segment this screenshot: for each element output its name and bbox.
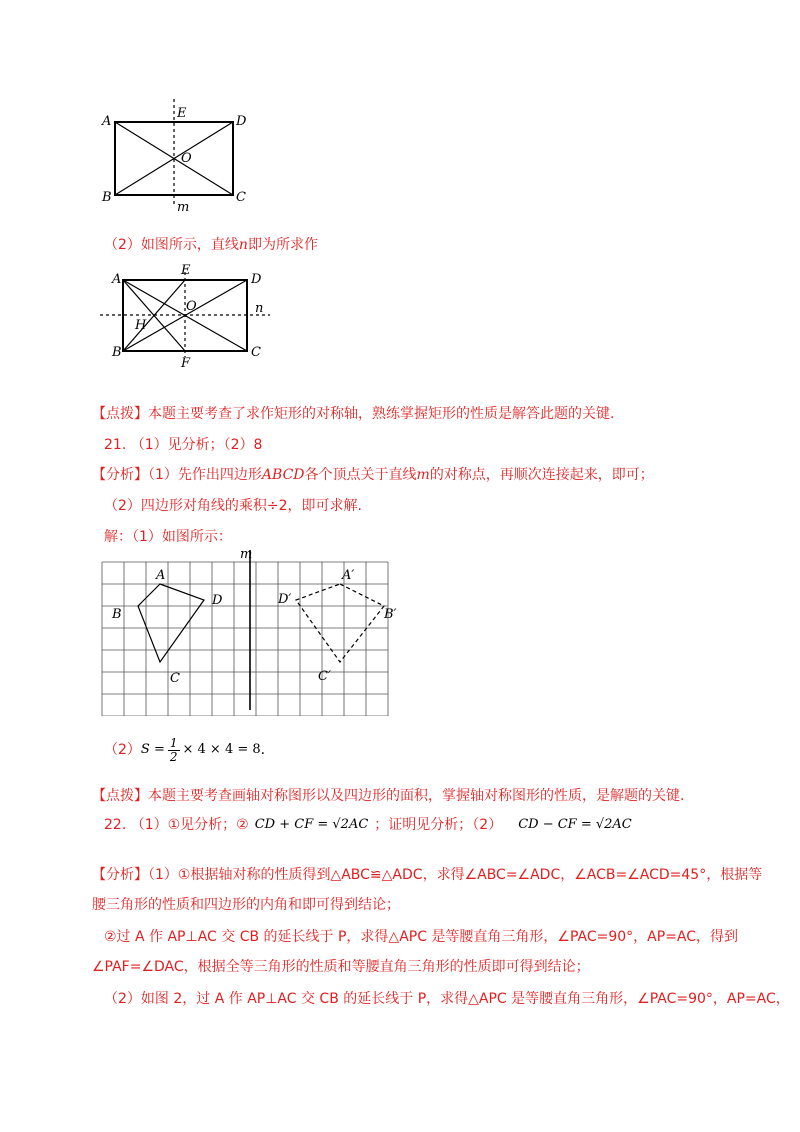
label-c: C — [236, 190, 246, 205]
label-o: O — [186, 299, 197, 314]
label-h: H — [135, 318, 147, 333]
q22-analysis-line-4: ∠PAF=∠DAC，根据全等三角形的性质和等腰直角三角形的性质即可得到结论； — [92, 959, 590, 975]
label-b: B — [112, 345, 122, 360]
tip-1: 【点拨】本题主要考查了求作矩形的对称轴，熟练掌握矩形的性质是解答此题的关键. — [92, 406, 615, 422]
label-d: D — [236, 114, 247, 129]
q22-analysis-line-1: 【分析】（1）①根据轴对称的性质得到△ABC≌△ADC，求得∠ABC=∠ADC，∠ACB=∠ACD=45°，根据等 — [92, 867, 763, 883]
label-a-prime: A′ — [342, 568, 355, 583]
q22-analysis-line-2: 腰三角形的性质和四边形的内角和即可得到结论； — [92, 897, 400, 913]
grid-figure — [98, 548, 408, 716]
figure-rectangle-2 — [95, 262, 280, 372]
label-c-prime: C′ — [318, 669, 331, 684]
label-b: B — [102, 190, 112, 205]
label-a: A — [102, 114, 112, 129]
q21-answer: 21. （1）见分析；（2）8 — [104, 437, 263, 453]
label-o: O — [181, 151, 192, 166]
grid-lines — [102, 562, 388, 716]
label-b: B — [112, 607, 122, 622]
q21-solution: 解：（1）如图所示： — [104, 529, 232, 545]
q22-answer: 22. （1）①见分析；② CD + CF = √2AC ；证明见分析；（2） CD − CF = √2AC — [104, 817, 632, 833]
area-formula: （2） S = $\frac{1}{2}$ × 4 × 4 = 8 . — [104, 735, 266, 764]
q22-analysis-line-5: （2）如图 2，过 A 作 AP⊥AC 交 CB 的延长线于 P，求得△APC 是等腰直角三角形，∠PAC=90°，AP=AC， — [104, 991, 790, 1007]
fraction-one-half: $\frac{1}{2}$ — [169, 735, 178, 764]
label-d: D — [251, 272, 262, 287]
label-d-prime: D′ — [278, 592, 292, 607]
label-c: C — [170, 671, 180, 686]
tip-2: 【点拨】本题主要考查画轴对称图形以及四边形的面积，掌握轴对称图形的性质，是解题的关键. — [92, 788, 685, 804]
label-a: A — [156, 568, 166, 583]
label-c: C — [251, 345, 261, 360]
label-d: D — [212, 593, 223, 608]
label-m: m — [240, 548, 253, 562]
q22-analysis-line-3: ②过 A 作 AP⊥AC 交 CB 的延长线于 P，求得△APC 是等腰直角三角形，∠PAC=90°，AP=AC，得到 — [104, 929, 739, 945]
label-m: m — [177, 200, 190, 215]
label-a: A — [112, 272, 122, 287]
q21-analysis-2: （2）四边形对角线的乘积÷2，即可求解. — [104, 498, 362, 514]
label-n: n — [255, 301, 264, 316]
part2-text: （2）如图所示，直线n即为所求作 — [104, 237, 318, 253]
q21-analysis-1: 【分析】（1）先作出四边形ABCD各个顶点关于直线m的对称点，再顺次连接起来，即可； — [92, 467, 654, 483]
label-b-prime: B′ — [384, 607, 397, 622]
figure-rectangle-1 — [95, 95, 265, 220]
label-e: E — [181, 263, 191, 278]
label-e: E — [177, 106, 187, 121]
label-f: F — [181, 356, 191, 371]
